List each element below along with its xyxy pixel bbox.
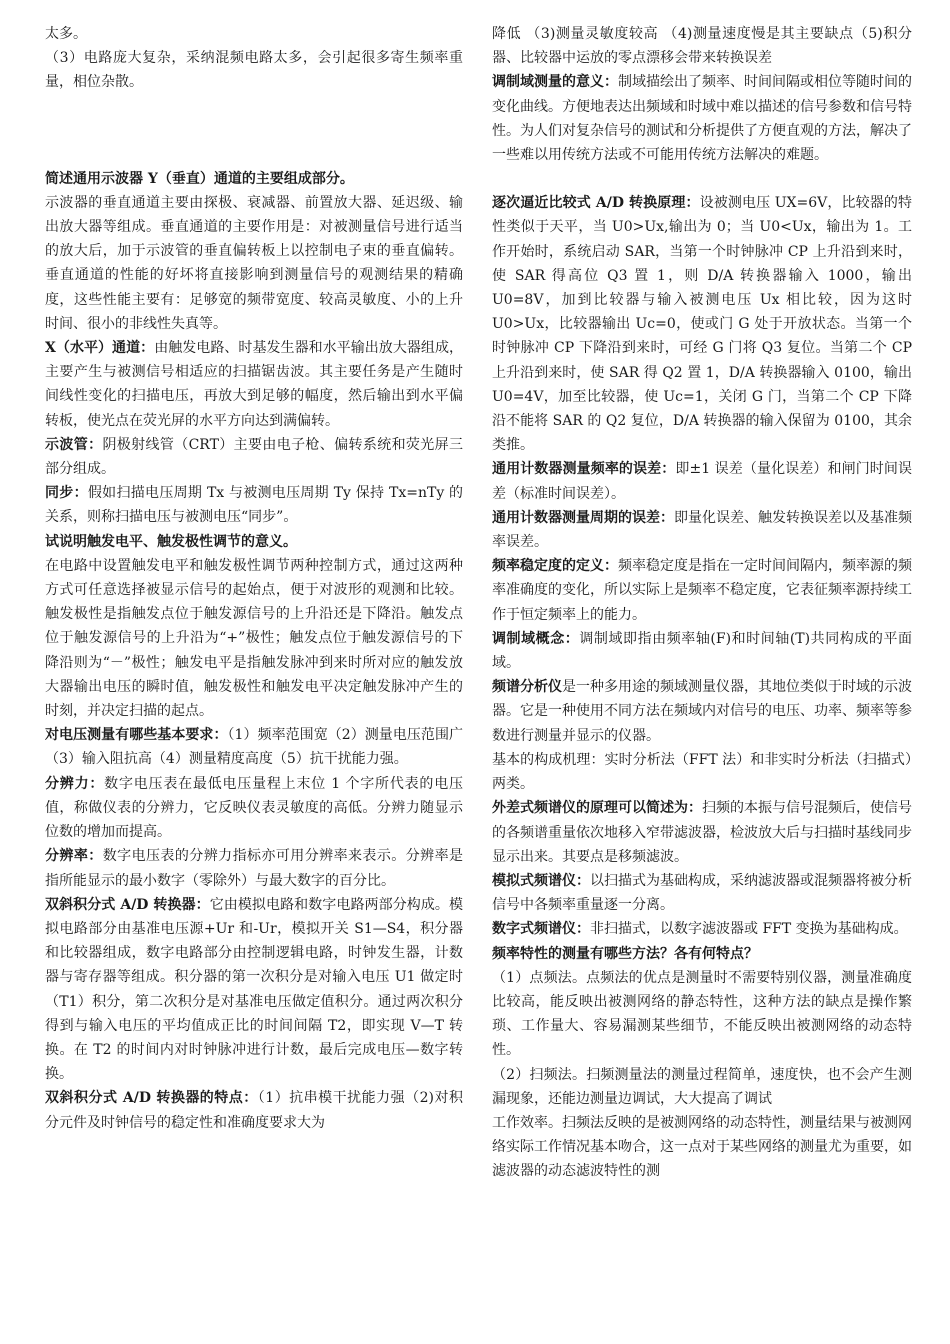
- frequency-error-heading: 通用计数器测量频率的误差：: [492, 461, 676, 478]
- resolution-rate-heading: 分辨率：: [45, 848, 103, 865]
- basic-mechanism-paragraph: 基本的构成机理：实时分析法（FFT 法）和非实时分析法（扫描式）两类。: [492, 751, 912, 793]
- crt-paragraph: [45, 433, 463, 481]
- modulation-meaning-text: 制域描绘出了频率、时间间隔或相位等随时间的变化曲线。方便地表达出频域和时域中难以描述的信号参数和信号特性。为人们对复杂信号的测试和分析提供了方便直观的方法，解决了一些难以用传统方法或不可能用传统方法解决的难题。: [492, 74, 912, 164]
- frequency-error-text: 即±1 误差（量化误差）和闸门时间误差（标准时间误差）。: [492, 461, 913, 502]
- digital-spectrum-paragraph: [492, 917, 912, 941]
- spacer: [492, 167, 912, 191]
- right-column: [492, 22, 912, 1184]
- intro-paragraph: （3）电路庞大复杂，采纳混频电路太多，会引起很多寄生频率重量，相位杂散。: [45, 50, 463, 91]
- spectrum-analyzer-paragraph: [492, 675, 912, 748]
- heterodyne-heading: 外差式频谱仪的原理可以简述为：: [492, 800, 702, 817]
- resolution-power-heading: 分辨力：: [45, 775, 105, 792]
- spectrum-analyzer-heading: 频谱分析仪: [492, 679, 562, 696]
- digital-spectrum-text: 非扫描式，以数字滤波器或 FFT 变换为基础构成。: [590, 921, 908, 938]
- voltage-heading: 对电压测量有哪些基本要求：: [45, 727, 228, 744]
- spectrum-analyzer-text: 是一种多用途的频域测量仪器，其地位类似于时域的示波器。它是一种使用不同方法在频域内对信号的电压、功率、频率等参数进行测量并显示的仪器。: [492, 679, 912, 744]
- stability-text: 频率稳定度是指在一定时间间隔内，频率源的频率准确度的变化，所以实际上是频率不稳定度，它表征频率源持续工作于恒定频率上的能力。: [492, 558, 912, 623]
- y-channel-question: 简述通用示波器 Y（垂直）通道的主要组成部分。: [45, 170, 354, 187]
- sweep-frequency-paragraph: （2）扫频法。扫频测量法的测量过程简单，速度快，也不会产生测漏现象，还能边测量边调试，大大提高了调试: [492, 1066, 912, 1107]
- spacer: [45, 95, 463, 167]
- trigger-answer: 在电路中设置触发电平和触发极性调节两种控制方式，通过这两种方式可任意选择被显示信号的起始点，便于对波形的观测和比较。触发极性是指触发点位于触发源信号的上升沿还是下降沿。触发点位于触发源信号的上升沿为“+”极性；触发点位于触发源信号的下降沿则为“－”极性；触发电平是指触发脉冲到来时所对应的触发放大器输出电压的瞬时值，触发极性和触发电平决定触发脉冲产生的时刻，并决定扫描的起点。: [45, 557, 463, 720]
- modulation-domain-text: 调制域即指由频率轴(F)和时间轴(T)共同构成的平面域。: [492, 630, 912, 672]
- analog-spectrum-paragraph: [492, 869, 912, 917]
- crt-heading: 示波管：: [45, 436, 103, 453]
- x-channel-text: 由触发电路、时基发生器和水平输出放大器组成，主要产生与被测信号相适应的扫描锯齿波。其主要任务是产生随时间线性变化的扫描电压，再放大到足够的幅度，然后输出到水平偏转板，使光点在荧光屏的水平方向达到满偏转。: [45, 340, 464, 429]
- intro-line: 太多。: [45, 26, 87, 42]
- crt-text: 阴极射线管（CRT）主要由电子枪、偏转系统和荧光屏三部分组成。: [45, 436, 464, 478]
- point-frequency-paragraph: （1）点频法。点频法的优点是测量时不需要特别仪器，测量准确度比较高，能反映出被测网络的静态特性，这种方法的缺点是操作繁琐、工作量大、容易漏测某些细节，不能反映出被测网络的动态特性。: [492, 969, 912, 1059]
- sar-heading: 逐次逼近比较式 A/D 转换原理：: [492, 195, 700, 212]
- trigger-question: 试说明触发电平、触发极性调节的意义。: [45, 533, 297, 550]
- dual-slope-features-text: （1）抗串模干扰能力强（2)对积分元件及时钟信号的稳定性和准确度要求大为: [45, 1090, 463, 1131]
- modulation-meaning-heading: 调制域测量的意义：: [492, 74, 618, 91]
- resolution-rate-paragraph: [45, 844, 463, 892]
- period-error-text: 即量化误差、触发转换误差以及基准频率误差。: [492, 509, 912, 551]
- analog-spectrum-text: 以扫描式为基础构成，采纳滤波器或混频器将被分析信号中各频率重量逐一分离。: [492, 872, 912, 914]
- sync-paragraph: [45, 481, 463, 529]
- frequency-error-paragraph: [492, 457, 912, 505]
- x-channel-heading: X（水平）通道：: [45, 340, 155, 357]
- dual-slope-features-paragraph: [45, 1086, 463, 1134]
- sar-paragraph: [492, 191, 912, 457]
- resolution-rate-text: 数字电压表的分辨力指标亦可用分辨率来表示。分辨率是指所能显示的最小数字（零除外）与最大数字的百分比。: [45, 848, 464, 889]
- continued-features: 降低 （3)测量灵敏度较高 （4)测量速度慢是其主要缺点（5)积分器、比较器中运放的零点漂移会带来转换误差: [492, 26, 912, 67]
- stability-heading: 频率稳定度的定义：: [492, 558, 618, 575]
- modulation-meaning-paragraph: [492, 70, 912, 167]
- left-column: [45, 22, 463, 1135]
- resolution-power-text: 数字电压表在最低电压量程上末位 1 个字所代表的电压值，称做仪表的分辨力，它反映仪表灵敏度的高低。分辨力随显示位数的增加而提高。: [45, 775, 463, 841]
- resolution-power-paragraph: [45, 772, 463, 845]
- period-error-heading: 通用计数器测量周期的误差：: [492, 509, 674, 526]
- stability-paragraph: [492, 554, 912, 627]
- frequency-response-question: 频率特性的测量有哪些方法？各有何特点？: [492, 945, 758, 962]
- dual-slope-text: 它由模拟电路和数字电路两部分构成。模拟电路部分由基准电压源+Ur 和-Ur，模拟开关 S1—S4，积分器和比较器组成，数字电路部分由控制逻辑电路，时钟发生器，计数器与寄存器等组成。积分器的第一次积分是对输入电压 U1 做定时（T1）积分，第二次积分是对基准电压做定值积分。通过两次积分得到与输入电压的平均值成正比的时间间隔 T2，即实现 V—T 转换。在 T2 的时间内对时钟脉冲进行计数，最后完成电压—数字转换。: [45, 896, 463, 1083]
- period-error-paragraph: [492, 506, 912, 554]
- digital-spectrum-heading: 数字式频谱仪：: [492, 921, 590, 938]
- sar-text: 设被测电压 UX=6V，比较器的特性类似于天平，当 U0>Ux,输出为 0；当 U0<Ux，输出为 1。工作开始时，系统启动 SAR，当第一个时钟脉冲 CP 上升沿到来时，使 SAR 得高位 Q3 置 1，则 D/A 转换器输入 1000，输出 U0=8V，加到比较器与输入被测电压 Ux 相比较，因为这时 U0>Ux，比较器输出 Uc=0，使或门 G 处于开放状态。当第一个时钟脉冲 CP 下降沿到来时，可经 G 门将 Q3 复位。当第二个 CP 上升沿到来时，使 SAR 得 Q2 置 1，D/A 转换器输入 0100，输出 U0=4V，加至比较器，使 Uc=1，关闭 G 门，当第二个 CP 下降沿不能将 SAR 的 Q2 复位，D/A 转换器的输入保留为 0100，其余类推。: [492, 195, 912, 454]
- dual-slope-heading: 双斜积分式 A/D 转换器：: [45, 896, 210, 913]
- modulation-domain-paragraph: [492, 627, 912, 675]
- heterodyne-text: 扫频的本振与信号混频后，使信号的各频谱重量依次地移入窄带滤波器，检波放大后与扫描时基线同步显示出来。其要点是移频滤波。: [492, 800, 912, 865]
- sync-heading: 同步：: [45, 485, 88, 502]
- dual-slope-features-heading: 双斜积分式 A/D 转换器的特点：: [45, 1090, 258, 1107]
- sync-text: 假如扫描电压周期 Tx 与被测电压周期 Ty 保持 Tx=nTy 的关系，则称扫描电压与被测电压“同步”。: [45, 485, 463, 526]
- voltage-text: （1）频率范围宽（2）测量电压范围广（3）输入阻抗高（4）测量精度高度（5）抗干扰能力强。: [45, 727, 463, 768]
- analog-spectrum-heading: 模拟式频谱仪：: [492, 872, 590, 889]
- dual-slope-paragraph: [45, 893, 463, 1087]
- modulation-domain-heading: 调制域概念：: [492, 630, 580, 647]
- x-channel-paragraph: [45, 336, 463, 433]
- y-channel-answer: 示波器的垂直通道主要由探极、衰减器、前置放大器、延迟级、输出放大器等组成。垂直通道的主要作用是：对被测量信号进行适当的放大后，加于示波管的垂直偏转板上以控制电子束的垂直偏转。垂直通道的性能的好坏将直接影响到测量信号的观测结果的精确度，这些性能主要有：足够宽的频带宽度、较高灵敏度、小的上升时间、很小的非线性失真等。: [45, 194, 463, 332]
- voltage-paragraph: [45, 723, 463, 771]
- sweep-continued-paragraph: 工作效率。扫频法反映的是被测网络的动态特性，测量结果与被测网络实际工作情况基本吻合，这一点对于某些网络的测量尤为重要，如滤波器的动态滤波特性的测: [492, 1114, 912, 1180]
- heterodyne-paragraph: [492, 796, 912, 869]
